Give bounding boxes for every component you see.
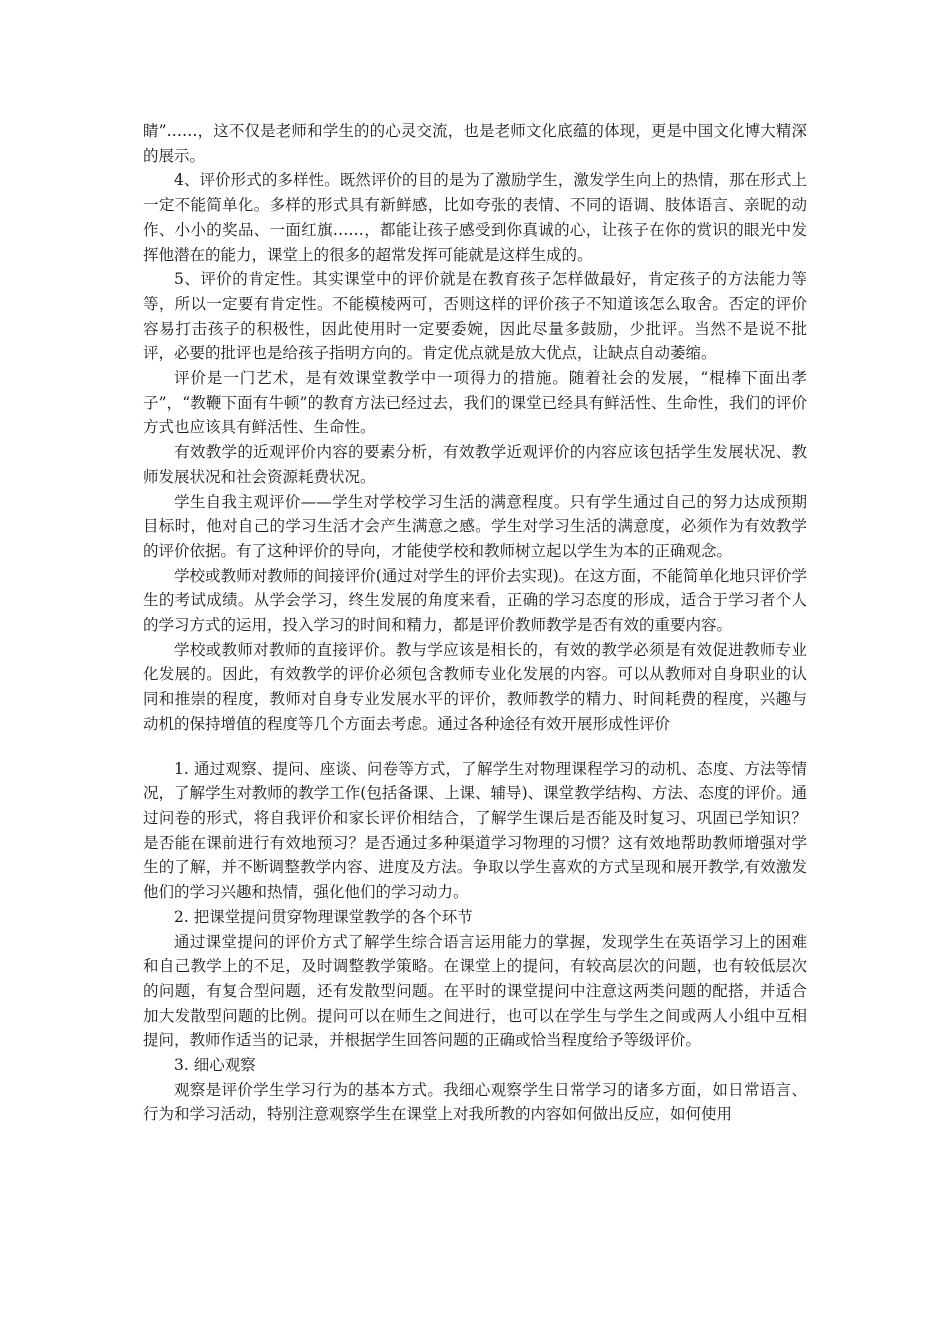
paragraph: 5、评价的肯定性。其实课堂中的评价就是在教育孩子怎样做最好，肯定孩子的方法能力等等，所以一定要有肯定性。不能模棱两可，否则这样的评价孩子不知道该怎么取舍。否定的评价容易打击孩子的积极性，因此使用时一定要委婉，因此尽量多鼓励，少批评。当然不是说不批评，必要的批评也是给孩子指明方向的。肯定优点就是放大优点，让缺点自动萎缩。: [143, 270, 807, 363]
paragraph: 睛”……，这不仅是老师和学生的的心灵交流，也是老师文化底蕴的体现，更是中国文化博大精深的展示。: [143, 122, 807, 165]
paragraph: 学校或教师对教师的直接评价。教与学应该是相长的，有效的教学必须是有效促进教师专业化发展的。因此，有效教学的评价必须包含教师专业化发展的内容。可以从教师对自身职业的认同和推崇的程度，教师对自身专业发展水平的评价，教师教学的精力、时间耗费的程度，兴趣与动机的保持增值的程度等几个方面去考虑。通过各种途径有效开展形成性评价: [143, 640, 807, 733]
section-gap: [143, 737, 807, 757]
paragraph: 学生自我主观评价——学生对学校学习生活的满意程度。只有学生通过自己的努力达成预期目标时，他对自己的学习生活才会产生满意之感。学生对学习生活的满意度，必须作为有效教学的评价依据。有了这种评价的导向，才能使学校和教师树立起以学生为本的正确观念。: [143, 492, 807, 560]
paragraph: 学校或教师对教师的间接评价(通过对学生的评价去实现)。在这方面，不能简单化地只评价学生的考试成绩。从学会学习，终生发展的角度来看，正确的学习态度的形成，适合于学习者个人的学习方式的运用，投入学习的时间和精力，都是评价教师教学是否有效的重要内容。: [143, 566, 807, 635]
paragraph: 4、评价形式的多样性。既然评价的目的是为了激励学生，激发学生向上的热情，那在形式上一定不能简单化。多样的形式具有新鲜感，比如夸张的表情、不同的语调、肢体语言、亲昵的动作、小小的奖品、一面红旗……，都能让孩子感受到你真诚的心，让孩子在你的赏识的眼光中发挥他潜在的能力，课堂上的很多的超常发挥可能就是这样生成的。: [143, 171, 807, 264]
paragraph: 观察是评价学生学习行为的基本方式。我细心观察学生日常学习的诸多方面，如日常语言、行为和学习活动，特别注意观察学生在课堂上对我所教的内容如何做出反应，如何使用: [143, 1080, 807, 1124]
paragraph: 评价是一门艺术，是有效课堂教学中一项得力的措施。随着社会的发展，“棍棒下面出孝子”，“教鞭下面有牛顿”的教育方法已经过去，我们的课堂已经具有鲜活性、生命性，我们的评价方式也应该具有鲜活性、生命性。: [143, 369, 807, 437]
paragraph: 通过课堂提问的评价方式了解学生综合语言运用能力的掌握，发现学生在英语学习上的困难和自己教学上的不足，及时调整教学策略。在课堂上的提问，有较高层次的问题，也有较低层次的问题，有复合型问题，还有发散型问题。在平时的课堂提问中注意这两类问题的配搭，并适合加大发散型问题的比例。提问可以在师生之间进行，也可以在学生与学生之间或两人小组中互相提问，教师作适当的记录，并根据学生回答问题的正确或恰当程度给予等级评价。: [143, 932, 807, 1050]
paragraph: 1. 通过观察、提问、座谈、问卷等方式，了解学生对物理课程学习的动机、态度、方法等情况，了解学生对教师的教学工作(包括备课、上课、辅导)、课堂教学结构、方法、态度的评价。通过问卷的形式，将自我评价和家长评价相结合，了解学生课后是否能及时复习、巩固已学知识？是否能在课前进行有效地预习？是否通过多种渠道学习物理的习惯？这有效地帮助教师增强对学生的了解，并不断调整教学内容、进度及方法。争取以学生喜欢的方式呈现和展开教学,有效激发他们的学习兴趣和热情，强化他们的学习动力。: [143, 759, 807, 902]
paragraph: 有效教学的近观评价内容的要素分析，有效教学近观评价的内容应该包括学生发展状况、教师发展状况和社会资源耗费状况。: [143, 443, 807, 486]
section-heading: 3. 细心观察: [174, 1056, 256, 1075]
section-heading: 2. 把课堂提问贯穿物理课堂教学的各个环节: [174, 907, 473, 926]
